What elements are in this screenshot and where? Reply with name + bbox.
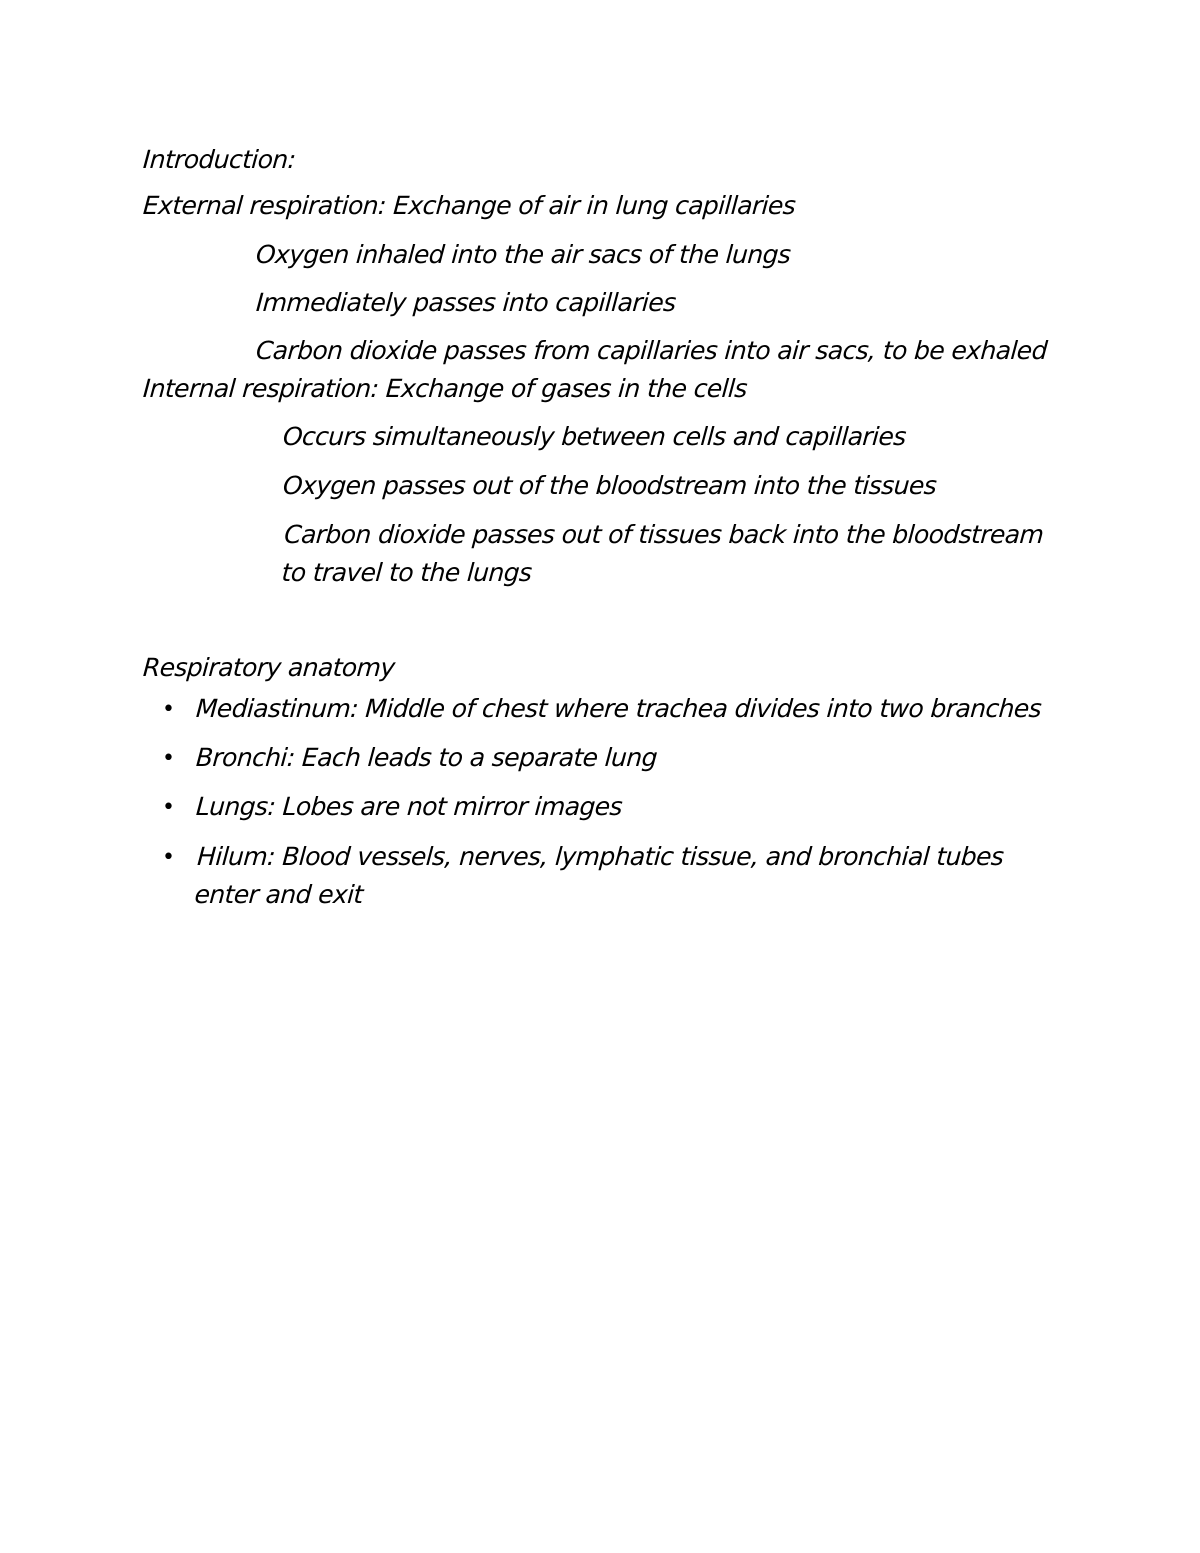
bullet-icon: • <box>162 845 175 870</box>
external-item-3: Carbon dioxide passes from capillaries into air sacs, to be exhaled <box>255 336 1048 365</box>
external-item-2: Immediately passes into capillaries <box>255 288 677 317</box>
anatomy-item-bronchi: Bronchi: Each leads to a separate lung <box>195 743 659 772</box>
external-item-1: Oxygen inhaled into the air sacs of the lungs <box>255 240 792 269</box>
anatomy-item-mediastinum: Mediastinum: Middle of chest where trachea divides into two branches <box>195 694 1043 723</box>
external-respiration-title: External respiration: Exchange of air in lung capillaries <box>142 191 797 220</box>
bullet-icon: • <box>162 795 175 820</box>
anatomy-heading: Respiratory anatomy <box>142 653 396 682</box>
internal-item-3: Carbon dioxide passes out of tissues back into the bloodstream to travel to the lungs <box>280 520 1045 587</box>
internal-item-1: Occurs simultaneously between cells and capillaries <box>282 422 907 451</box>
introduction-heading: Introduction: <box>142 145 297 174</box>
internal-respiration-title: Internal respiration: Exchange of gases in the cells <box>142 374 748 403</box>
anatomy-item-lungs: Lungs: Lobes are not mirror images <box>195 792 624 821</box>
bullet-icon: • <box>162 746 175 771</box>
internal-item-2: Oxygen passes out of the bloodstream into the tissues <box>282 471 938 500</box>
bullet-icon: • <box>162 697 175 722</box>
anatomy-item-hilum: Hilum: Blood vessels, nerves, lymphatic tissue, and bronchial tubes enter and exit <box>193 842 1005 909</box>
